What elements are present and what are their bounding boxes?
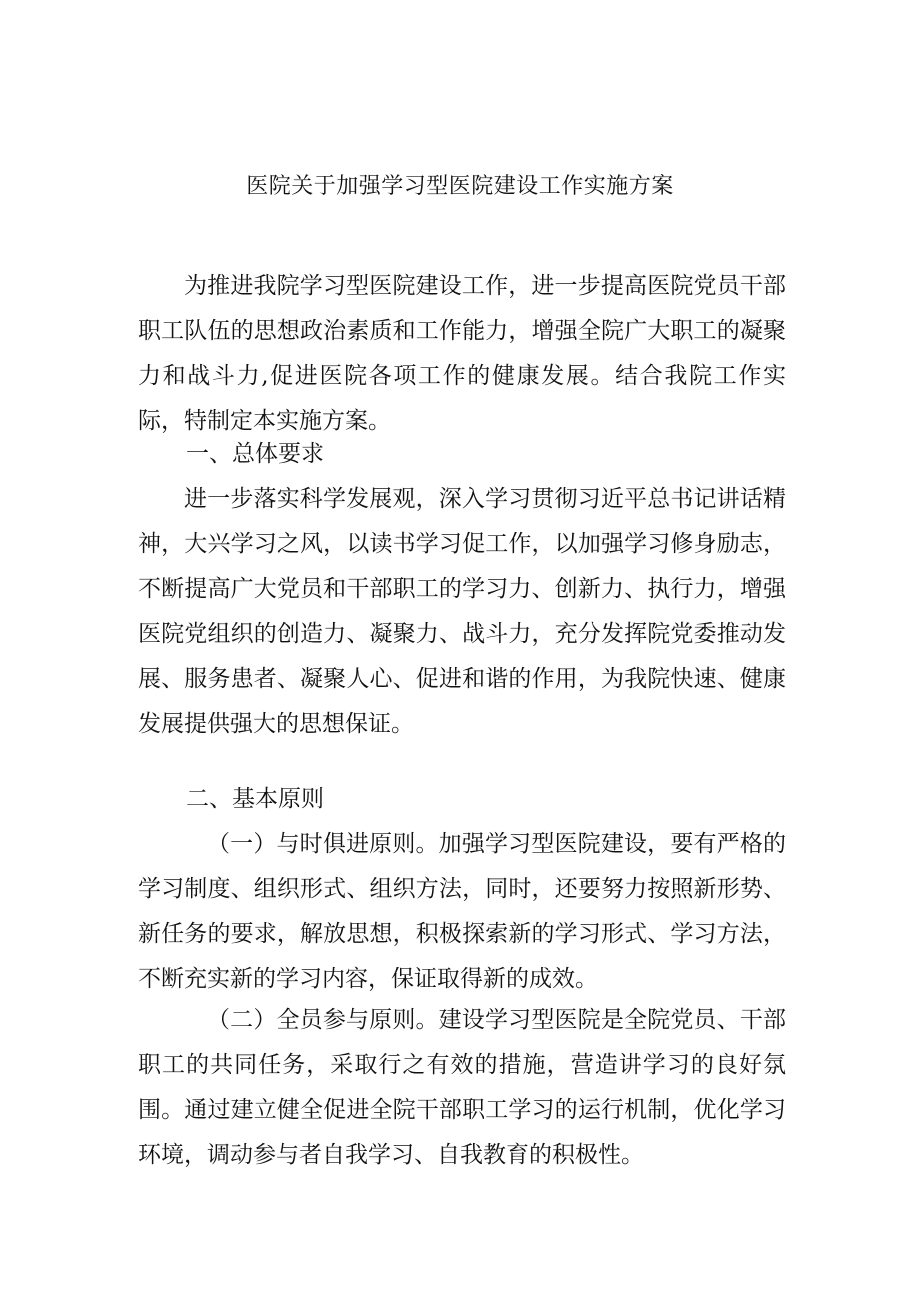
general-requirements-paragraph: 进一步落实科学发展观，深入学习贯彻习近平总书记讲话精神，大兴学习之风，以读书学习促工作，以加强学习修身励志，不断提高广大党员和干部职工的学习力、创新力、执行力，增强医院党组织的创造力、凝聚力、战斗力，充分发挥院党委推动发展、服务患者、凝聚人心、促进和谐的作用，为我院快速、健康发展提供强大的思想保证。: [138, 486, 786, 737]
section-heading-basic-principles: 二、基本原则: [186, 786, 324, 812]
section-heading-general-requirements: 一、总体要求: [186, 441, 324, 467]
intro-paragraph: 为推进我院学习型医院建设工作，进一步提高医院党员干部职工队伍的思想政治素质和工作能力，增强全院广大职工的凝聚力和战斗力,促进医院各项工作的健康发展。结合我院工作实际，特制定本实施方案。: [138, 273, 786, 434]
principle-paragraph-2: （二）全员参与原则。建设学习型医院是全院党员、干部职工的共同任务，采取行之有效的措施，营造讲学习的良好氛围。通过建立健全促进全院干部职工学习的运行机制，优化学习环境，调动参与者自我学习、自我教育的积极性。: [138, 1007, 786, 1168]
principle-paragraph-1: （一）与时俱进原则。加强学习型医院建设，要有严格的学习制度、组织形式、组织方法，同时，还要努力按照新形势、新任务的要求，解放思想，积极探索新的学习形式、学习方法，不断充实新的学习内容，保证取得新的成效。: [138, 831, 786, 992]
document-title: 医院关于加强学习型医院建设工作实施方案: [246, 174, 674, 199]
